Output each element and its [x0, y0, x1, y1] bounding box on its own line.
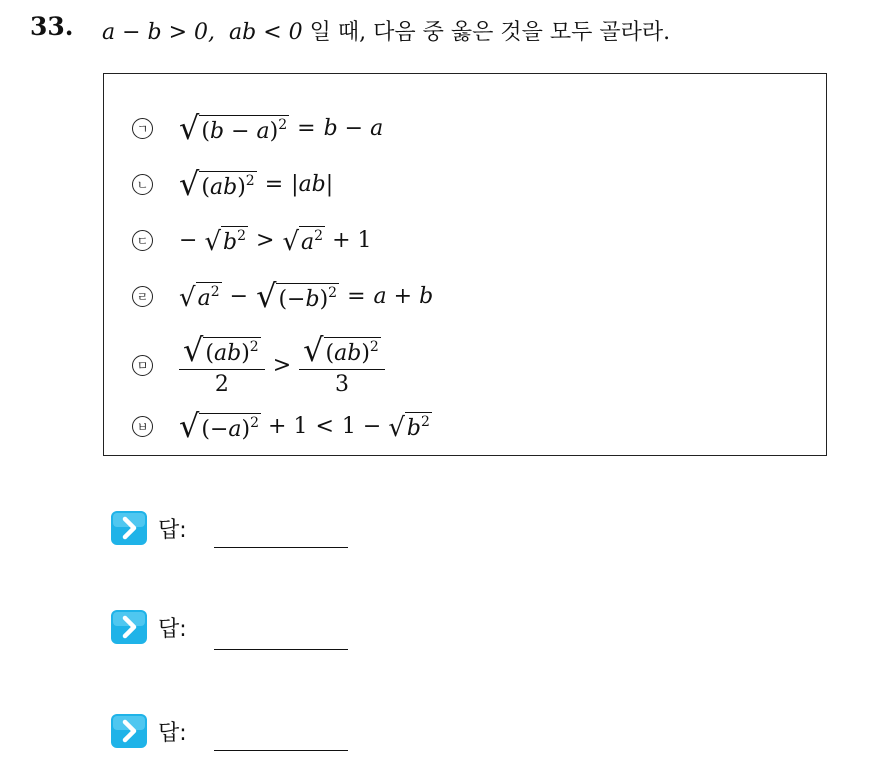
question-number: 33. — [30, 12, 74, 41]
condition-1: a − b > 0, — [102, 20, 216, 45]
option-marker: ㄴ — [132, 174, 153, 195]
answer-row-1 — [110, 510, 187, 546]
answer-row-2 — [110, 609, 187, 645]
chevron-right-icon — [110, 510, 148, 546]
option-6-expression: √ $(-a)^2$ + 1 < 1 − √ $b^2$ — [179, 407, 430, 445]
answer-row-3 — [110, 713, 187, 749]
option-marker: ㅂ — [132, 416, 153, 437]
option-2 — [132, 161, 333, 207]
answer-label: 답: — [158, 616, 187, 642]
option-1 — [132, 105, 383, 151]
condition-2: ab < 0 — [229, 20, 303, 45]
chevron-right-icon — [110, 609, 148, 645]
option-marker: ㄷ — [132, 230, 153, 251]
option-4-expression: √ $a^2$ − √ $(-b)^2$ = a + b — [179, 277, 434, 315]
answer-blank-1[interactable] — [214, 547, 348, 548]
option-3-expression: − √ $b^2$ > √ $a^2$ + 1 — [179, 226, 372, 257]
option-5 — [132, 329, 385, 401]
answer-label: 답: — [158, 720, 187, 746]
option-marker: ㄹ — [132, 286, 153, 307]
option-1-expression: √ $(b - a)^2$ = b − a — [179, 109, 384, 147]
answer-blank-3[interactable] — [214, 750, 348, 751]
option-2-expression: √ (ab)$^2$ = | ab | — [179, 165, 334, 203]
option-6 — [132, 403, 432, 449]
question-text — [102, 15, 670, 46]
answer-blank-2[interactable] — [214, 649, 348, 650]
option-3 — [132, 217, 372, 263]
option-4 — [132, 273, 433, 319]
answer-label: 답: — [158, 517, 187, 543]
option-marker: ㄱ — [132, 118, 153, 139]
question-prompt: 일 때, 다음 중 옳은 것을 모두 골라라. — [309, 20, 671, 45]
option-5-expression: √ (ab)$^2$ 2 > √ (ab)$^2$ 3 — [179, 334, 385, 397]
option-marker: ㅁ — [132, 355, 153, 376]
chevron-right-icon — [110, 713, 148, 749]
